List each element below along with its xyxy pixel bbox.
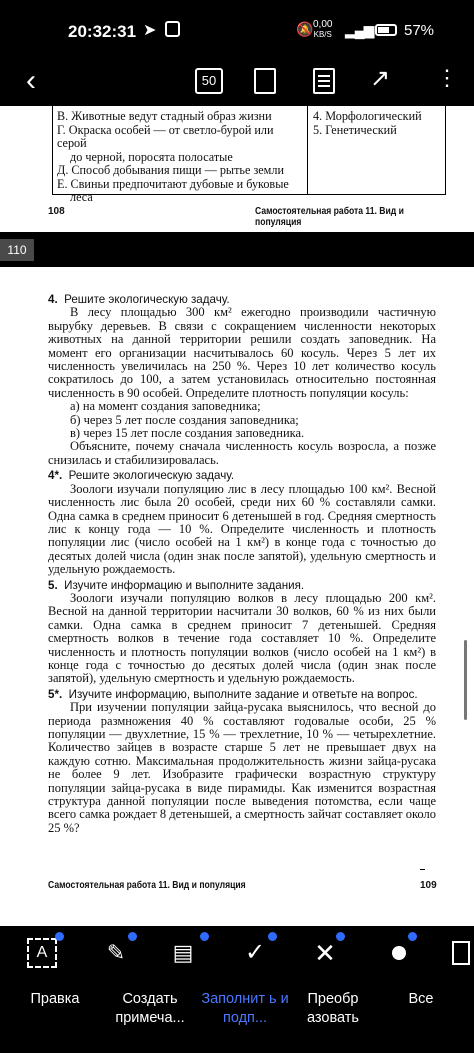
task-title: Изучите информацию и выполните задания. (64, 578, 305, 592)
task-title: Изучите информацию, выполните задание и ответьте на вопрос. (68, 687, 418, 701)
create-note-button[interactable]: Создать примеча... (115, 991, 185, 1026)
network-speed-value: 0,00 (313, 19, 333, 30)
convert-button[interactable]: Преобр азовать (307, 991, 359, 1026)
navigation-arrow-icon: ➤ (143, 22, 157, 39)
form-icon[interactable]: ▤ (172, 940, 194, 965)
square-icon[interactable] (452, 941, 470, 965)
task-heading (48, 688, 436, 701)
network-speed-unit: KB/S (313, 30, 332, 39)
task-number: 4. (48, 293, 58, 306)
table-row: до черной, поросята полосатые (70, 149, 233, 164)
table-left-column (57, 110, 305, 205)
status-bar (0, 0, 474, 64)
task-text: Зоологи изучали популяцию волков в лесу площадью 200 км². Весной на данной территории насчитали 30 волков, 60 % из них были самки. Одна самка в среднем приносит 7 детенышей. Средняя смертность волков в течение года составляет 10 %. Определите численность и плотность популяции волков (число особей на 1 км²) в конце года с точностью до десятых долей числа (один знак после запятой), удельную смертность и удельную рождаемость. (48, 590, 436, 686)
task-item: б) через 5 лет после создания заповедника; (70, 412, 299, 427)
page-marker-number: 110 (7, 243, 27, 257)
task-text: Объясните, почему сначала численность косуль возросла, а позже снизилась и стабилизировалась. (48, 439, 436, 467)
page-number: 109 (420, 880, 437, 891)
task-item: а) на момент создания заповедника; (70, 399, 261, 414)
fill-and-sign-button[interactable]: Заполнит ь и подп... (201, 991, 289, 1026)
task-heading (48, 579, 436, 592)
page-text (48, 291, 436, 835)
table-row: Е. Свиньи предпочитают дубовые и буковые (57, 176, 289, 191)
task-text: В лесу площадью 300 км² ежегодно производили частичную вырубку деревьев. В связи с сокращением численности некоторых животных на данной территории решили создать заповедник. На момент его организации насчитывалось 60 косуль. Через 5 лет их численность увеличилась на 250 %. Через 10 лет количество косуль сократилось до 100, а затем установилась относительно постоянная численность в 90 особей. Определите плотность популяции косуль: (48, 305, 436, 400)
table-row: В. Животные ведут стадный образ жизни (57, 109, 272, 123)
top-toolbar (0, 64, 474, 106)
page-running-title: Самостоятельная работа 11. Вид и популяция (48, 880, 246, 891)
task-number: 4*. (48, 469, 63, 483)
scrollbar[interactable] (464, 640, 467, 720)
page-marker[interactable] (0, 239, 34, 261)
page-running-title: Самостоятельная работа 11. Вид и популяция (255, 206, 404, 228)
back-arrow-icon[interactable]: ‹ (26, 64, 36, 97)
separator-line (420, 869, 425, 870)
status-time: 20:32:31 (68, 22, 137, 41)
task-number: 5*. (48, 687, 63, 701)
task-title: Решите экологическую задачу. (68, 469, 235, 483)
edit-button[interactable]: Правка (30, 991, 80, 1007)
pen-icon[interactable]: ✎ (106, 940, 126, 965)
document-icon[interactable] (313, 68, 335, 94)
crop-icon[interactable] (254, 68, 276, 94)
check-icon[interactable]: ✓ (244, 939, 266, 966)
more-icon[interactable]: ⋮ (436, 65, 458, 90)
task-number: 5. (48, 578, 58, 592)
page-divider (0, 232, 474, 267)
all-tools-button[interactable]: Все (408, 991, 434, 1007)
battery-icon (375, 24, 397, 36)
table-row: 5. Генетический (313, 122, 397, 137)
badge-dot (336, 932, 345, 941)
battery-percent: 57% (404, 22, 435, 39)
badge-dot (200, 932, 209, 941)
pages-count-button[interactable]: 50 (195, 68, 223, 94)
task-title: Решите экологическую задачу. (64, 293, 230, 306)
table-row: Г. Окраска особей — от светло-бурой или серой (57, 122, 274, 150)
table-row: леса (70, 190, 93, 204)
task-heading (48, 293, 436, 306)
signal-icon: ▂▄▆ (345, 22, 374, 38)
badge-dot (408, 932, 417, 941)
badge-dot (128, 932, 137, 941)
cross-icon[interactable]: ✕ (314, 938, 336, 968)
twitch-icon (165, 21, 180, 37)
task-heading (48, 469, 436, 482)
bottom-toolbar (0, 926, 474, 1053)
table-row: Д. Способ добывания пищи — рытье земли (57, 163, 284, 177)
task-item: в) через 15 лет после создания заповедника. (70, 426, 305, 441)
share-icon[interactable]: ↗ (370, 65, 391, 92)
mute-icon: 🔕 (296, 21, 314, 37)
table-right-column (313, 110, 443, 137)
task-text: При изучении популяции зайца-русака выяснилось, что весной до периода размножения 40 % составляют годовалые особи, 25 % популяции — двухлетние, 15 % — трехлетние, 10 % — четырехлетние. Количество зайцев в возрасте старше 5 лет не превышает двух на каждую сотню. Максимальная продолжительность жизни зайца-русака не более 9 лет. Изобразите графически возрастную структуру популяции зайца-русака в виде пирамиды. Как изменится возрастная структура данной популяции после выведения потомства, если чаще всего самка рождает 8 детенышей, а смертность зайчат составляет около 25 %? (48, 700, 436, 835)
task-text: Зоологи изучали популяцию лис в лесу площадью 100 км². Весной численность лис была 20 особей, среди них 60 % составляли самки. Одна самка в среднем приносит 6 детенышей в год. Средняя смертность лис к концу года — 10 %. Определите численность и плотность популяции лис (число особей на 1 км²) в конце года с точностью до десятых долей числа (один знак после запятой), удельную смертность и удельную рождаемость. (48, 481, 436, 577)
badge-dot (55, 932, 64, 941)
network-speed (313, 20, 332, 40)
badge-dot (268, 932, 277, 941)
circle-icon[interactable] (384, 938, 414, 968)
table-divider (307, 106, 308, 194)
text-box-icon[interactable]: A (27, 938, 57, 968)
page-number: 108 (48, 206, 65, 217)
answer-table (52, 106, 446, 204)
table-row: 4. Морфологический (313, 109, 422, 123)
